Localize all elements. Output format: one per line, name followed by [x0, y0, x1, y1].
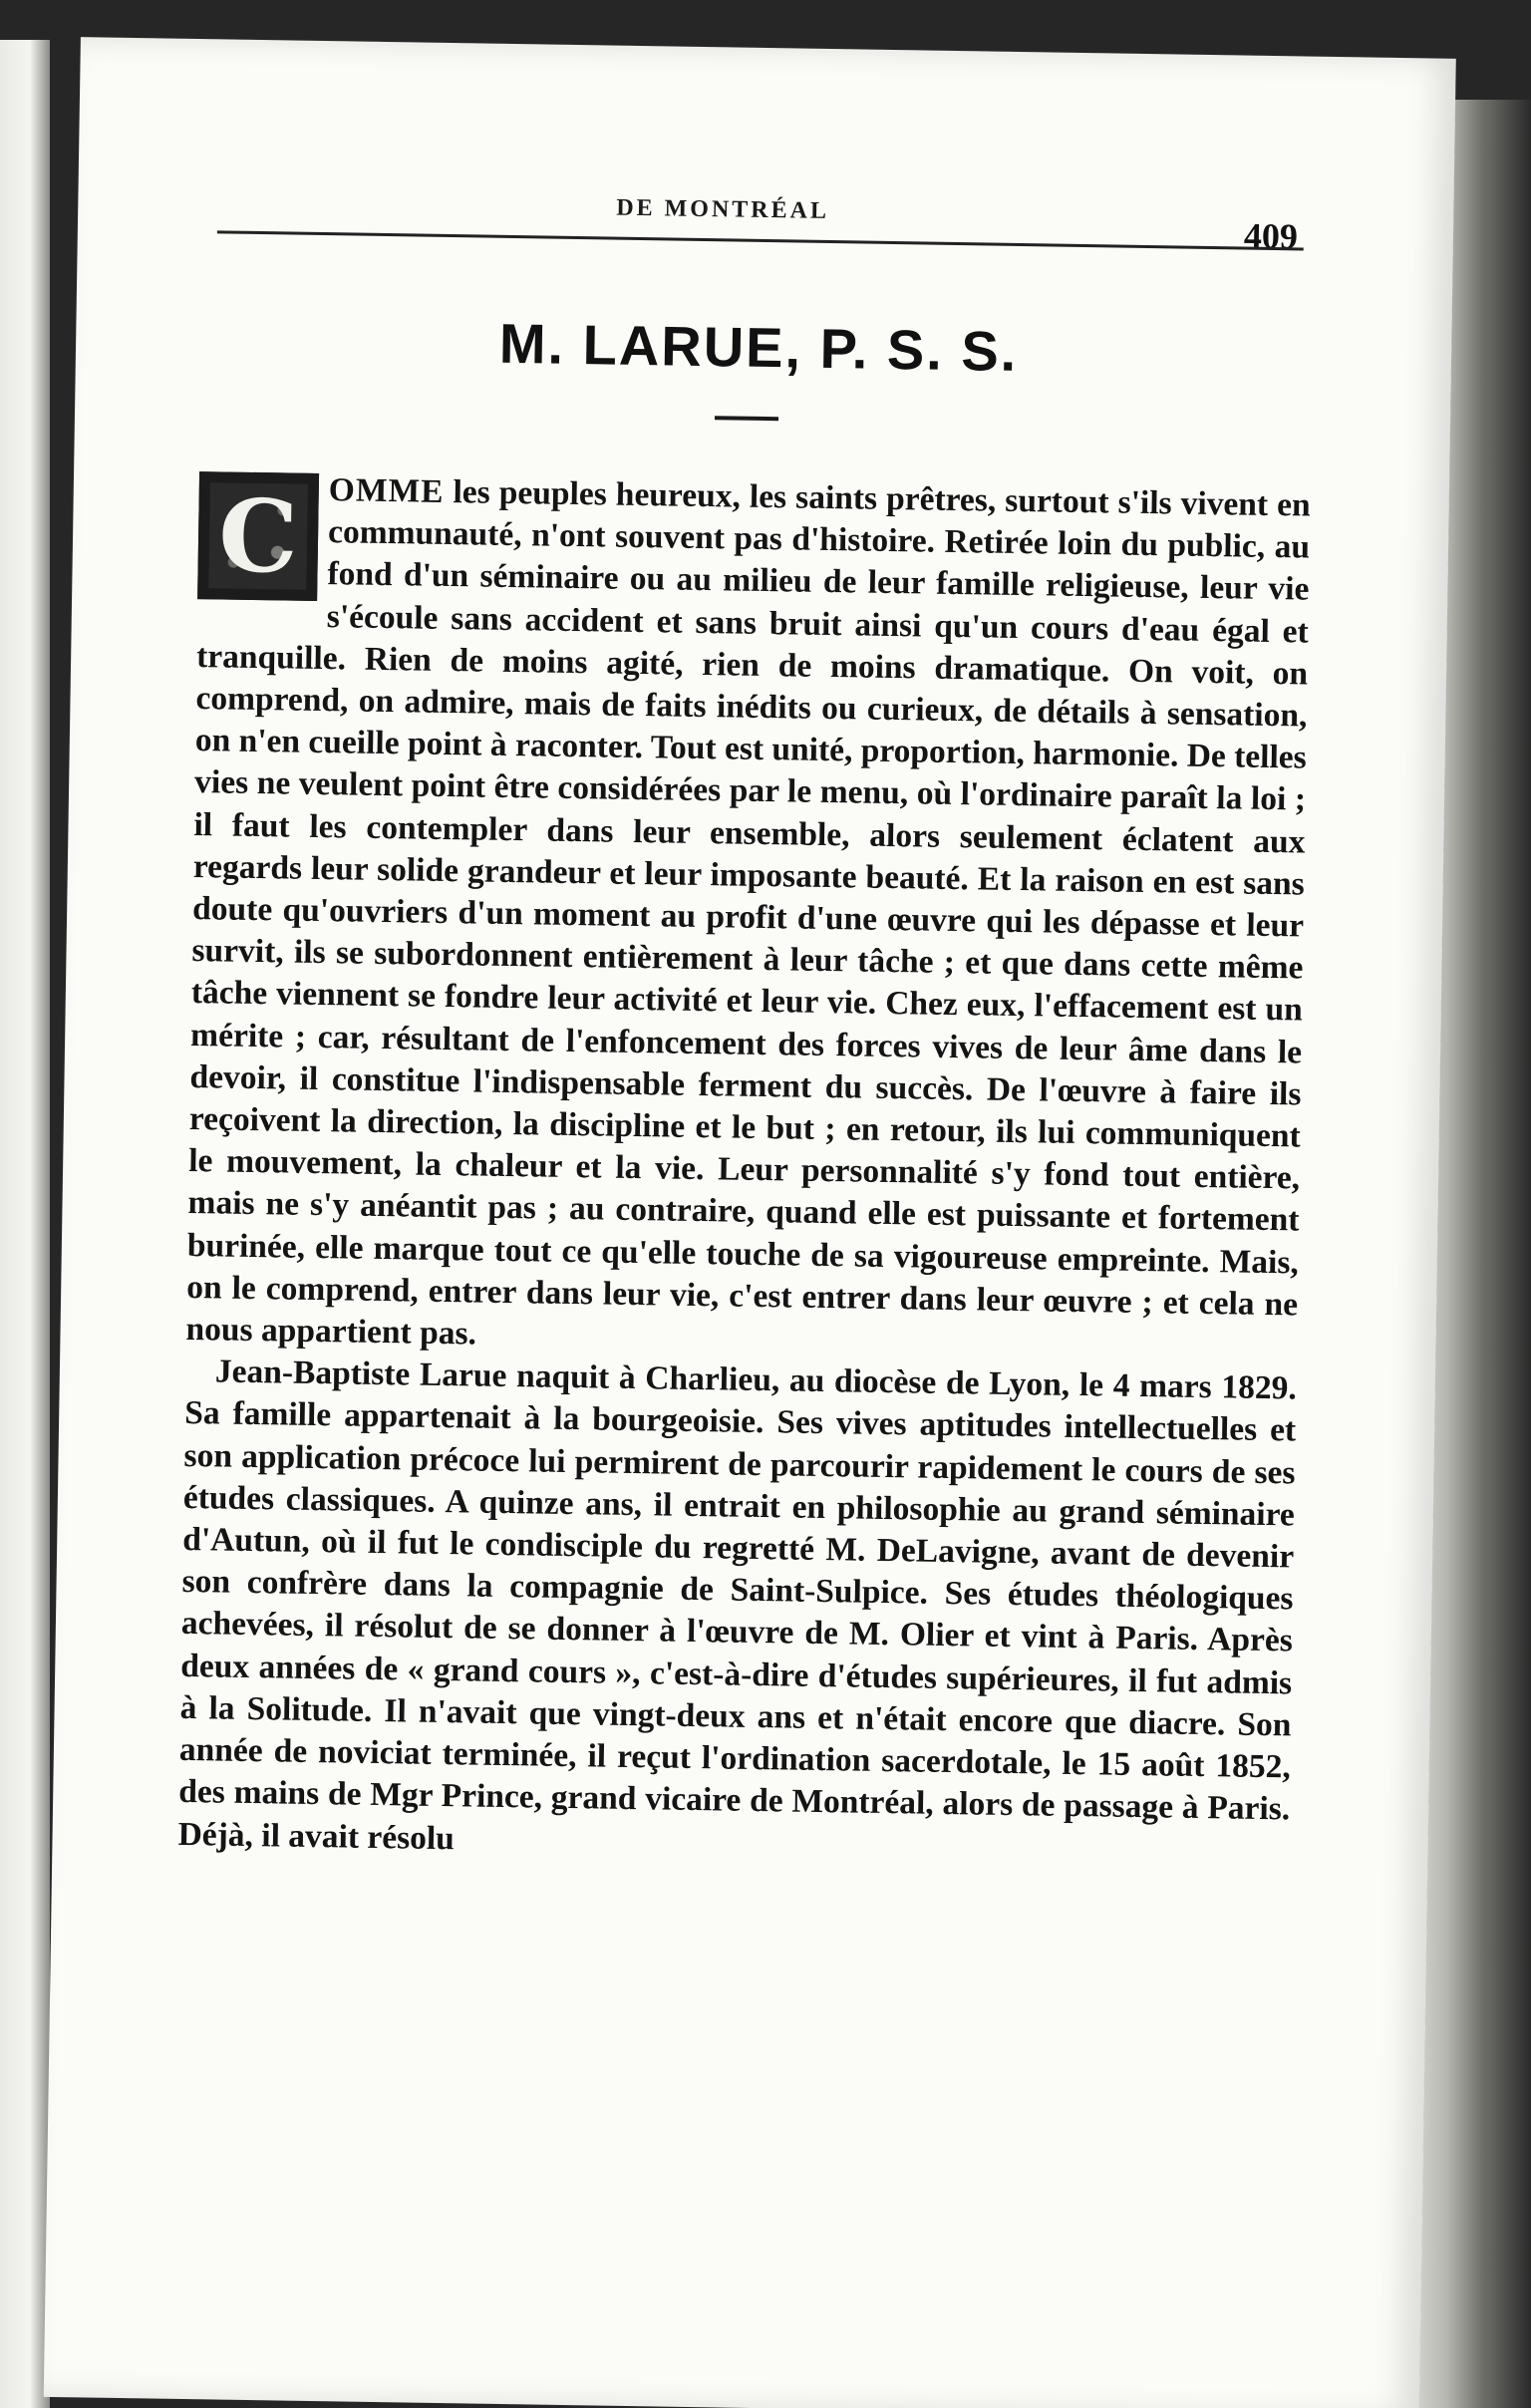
page-number: 409	[1243, 215, 1299, 257]
running-head: DE MONTRÉAL	[616, 194, 830, 224]
lead-word: OMME	[328, 471, 445, 510]
dropcap-letter: C	[217, 476, 299, 596]
paragraph-1-text: les peuples heureux, les saints prêtres, surtout s'ils vivent en communauté, n'ont souvent pas d'histoire. Retirée loin du public, au fond d'un séminaire ou au milieu de leur famille religieuse, leur vie s'écoule sans accident et sans bruit ainsi qu'un cours d'eau égal et tranquille. Rien de moins agité, rien de moins dramatique. On voit, on comprend, on admire, mais de faits inédits ou curieux, de détails à sensation, on n'en cueille point à raconter. Tout est unité, proportion, harmonie. De telles vies ne veulent point être considérées par le menu, où l'ordinaire paraît la loi ; il faut les contempler dans leur ensemble, alors seulement éclatent aux regards leur solide grandeur et leur imposante beauté. Et la raison en est sans doute qu'ouvriers d'un moment au profit d'une œuvre qui les dépasse et leur survit, ils se subordonnent entièrement à leur tâche ; et que dans cette même tâche viennent se fondre leur activité et leur vie. Chez eux, l'effacement est un mérite ; car, résultant de l'enfoncement des forces vives de leur âme dans le devoir, il constitue l'indispensable ferment du succès. De l'œuvre à faire ils reçoivent la direction, la discipline et le but ; en retour, ils lui communiquent le mouvement, la chaleur et la vie. Leur personnalité s'y fond tout entière, mais ne s'y anéantit pas ; au contraire, quand elle est puissante et fortement burinée, elle marque tout ce qu'elle touche de sa vigoureuse empreinte. Mais, on le comprend, entrer dans leur vie, c'est entrer dans leur œuvre ; et cela ne nous appartient pas.	[185, 473, 1311, 1353]
paragraph-2	[177, 1351, 1297, 1873]
ornamental-dropcap	[197, 471, 319, 601]
left-page-edge	[0, 40, 50, 2408]
header-rule	[217, 230, 1304, 250]
title-rule	[715, 416, 778, 421]
paragraph-2-text: Jean-Baptiste Larue naquit à Charlieu, au diocèse de Lyon, le 4 mars 1829. Sa famille appartenait à la bourgeoisie. Ses vives aptitudes intellectuelles et son application précoce lui permirent de parcourir rapidement le cours de ses études classiques. A quinze ans, il entrait en philosophie au grand séminaire d'Autun, où il fut le condisciple du regretté M. DeLavigne, avant de devenir son confrère dans la compagnie de Saint-Sulpice. Ses études théologiques achevées, il résolut de se donner à l'œuvre de M. Olier et vint à Paris. Après deux années de « grand cours », c'est-à-dire d'études supérieures, il fut admis à la Solitude. Il n'avait que vingt-deux ans et n'était encore que diacre. Son année de noviciat terminée, il reçut l'ordination sacerdotale, le 15 août 1852, des mains de Mgr Prince, grand vicaire de Montréal, alors de passage à Paris. Déjà, il avait résolu	[177, 1353, 1298, 1857]
book-page	[44, 37, 1456, 2408]
article-body	[177, 467, 1311, 1873]
paragraph-1	[185, 467, 1311, 1368]
article-title: M. LARUE, P. S. S.	[498, 311, 1019, 383]
